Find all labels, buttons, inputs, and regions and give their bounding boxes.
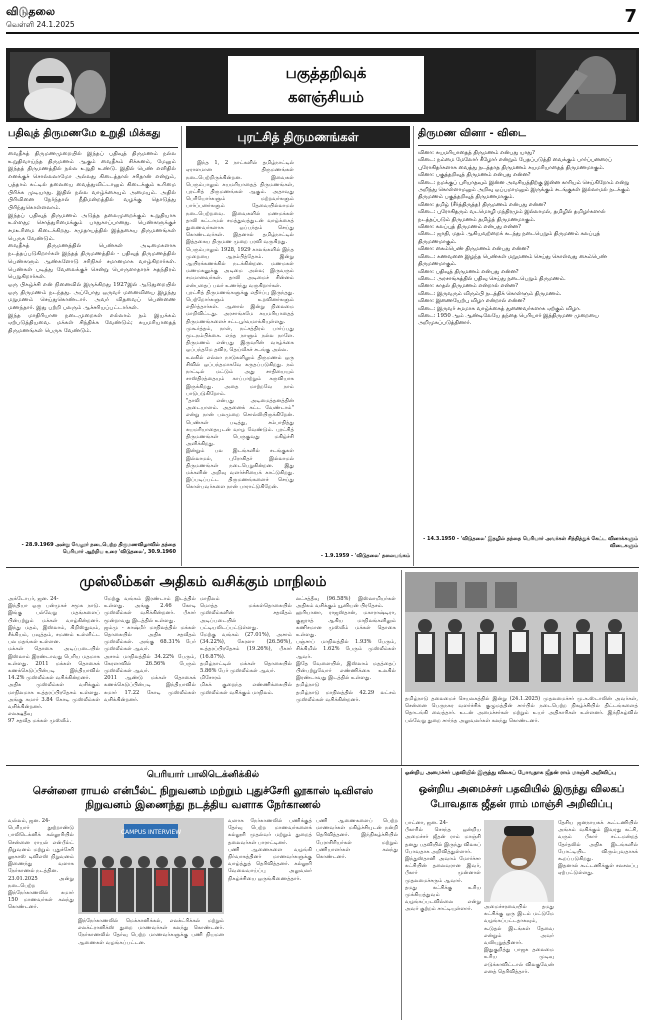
section-rule: [6, 567, 639, 568]
section-banner: [6, 48, 639, 122]
photo-news-caption: தமிழ்நாடு தலைமைச் செயலகத்தில் இன்று (24.1.2025) முதலமைச்சர் மு.க.ஸ்டாலின் அவர்கள், சென்னை பெருநகர வளர்ச்சிக் குழுமத்தின் சார்பில் நடைபெற்ற நிகழ்ச்சியில் திட்டங்களைத் தொடங்கி வைத்தார். உடன் அமைச்சர்கள் மற்றும் உயர் அதிகாரிகள் உள்ளனர். இந்நிகழ்வில் பல்வேறு துறை சார்ந்த அலுவலர்கள் கலந்து கொண்டனர்.: [405, 696, 640, 724]
minister-headline: ஒன்றிய அமைச்சர் பதவியில் இருந்து விலகப் போவதாக ஜீதன் ராம் மாஞ்சி அறிவிப்பு: [418, 784, 625, 810]
column-divider-2: [413, 126, 414, 566]
qa-item: விடை: 1950 ஆம் ஆண்டிலேயே தந்தை பெரியார் இத்திருமண முறையை அறிமுகப்படுத்தினார்.: [418, 312, 599, 327]
page-number: 7: [624, 6, 637, 27]
middle-col2-frame: [297, 153, 410, 549]
government-event-photo: [405, 572, 638, 692]
minister-col1: பாட்னா, ஜன. 24- பீகாரில் சொந்த ஒன்றிய அமைச்சர் ஜீதன் ராம் மாஞ்சி தனது பதவியில் இருந்து விலகப் போவதாக அறிவித்துள்ளார். இந்துஸ்தானி அவாம் மோர்ச்சா கட்சியின் தலைவரான இவர், பீகார் முன்னாள் முதலமைச்சரும் ஆவார். தமது கட்சிக்கு உரிய முக்கியத்துவம் வழங்கப்படவில்லை என்று அவர் குற்றம் சாட்டியுள்ளார்.: [405, 820, 481, 913]
left-article-headline: பதிவுத் திருமணமே உறுதி மிக்கது: [8, 128, 178, 148]
column-divider-3: [401, 570, 402, 766]
muslim-article-col3: மாநிலம் மொத்த மக்கள்தொகையில் முஸ்லீம்களின் சதவீதம் அடிப்படையில் பட்டியலிடப்பட்டுள்ளது. மேற்கு வங்கம் (27.01%), அசாம் (34.22%), கேரளா (26.56%), உத்தரப்பிரதேசம் (19.26%), பீகார் (16.87%). தமிழ்நாட்டில் மக்கள் தொகையில் 5.86% பேர் முஸ்லீம்கள் ஆவர். மிசோரம் மிகக் குறைந்த எண்ணிக்கையில் முஸ்லீம்கள் வசிக்கும் மாநிலம்.: [200, 596, 292, 696]
qa-item: வினா: கலப்புத் திருமணம் என்பது என்ன?: [418, 224, 521, 231]
column-divider-4: [401, 768, 402, 1020]
poly-col4: பணி ஆணைகளைப் பெற்ற மாணவர்கள் மகிழ்ச்சியுடன் நன்றி தெரிவித்தனர். இந்நிகழ்ச்சியில் பேராசிரியர்கள் மற்றும் பணியாளர்கள் கலந்து கொண்டனர்.: [316, 818, 400, 861]
column-divider: [181, 126, 182, 566]
qa-list: [418, 150, 638, 532]
right-article-headline: திருமண வினா - விடை: [418, 128, 638, 146]
qa-item: வினா: இணையேற்பு விழா என்றால் என்ன?: [418, 298, 526, 305]
campus-interview-photo: [78, 818, 224, 914]
section-rule-2: [6, 765, 639, 766]
poly-col2: இந்நேர்காணலில் மெக்கானிக்கல், எலக்ட்ரிக்கல் மற்றும் எலக்ட்ரானிக்ஸ் துறை மாணவர்கள் கலந்து கொண்டனர். நேர்காணலில் தேர்வு பெற்ற மாணவர்களுக்கு பணி நியமன ஆணைகள் வழங்கப்பட்டன.: [78, 918, 226, 946]
poly-kicker: பெரியார் பாலிடெக்னிக்கில்: [146, 770, 260, 780]
qa-item: வினா: பகுத்தறிவுத் திருமணம் என்பது என்ன?: [418, 172, 531, 179]
periyar-portrait-icon: [10, 52, 110, 118]
qa-item: வினா: தமிழ் (சீர்த்திருத்த) திருமணம் என்பது என்ன?: [418, 201, 547, 208]
left-article-body: வைதீகத் திருமணமுறையில் இந்தப் பதிவுத் திருமணம் நல்ல உறுதிவாய்ந்த திருமணம் ஆகும் வைதீகம் சிக்கனம், மேலும் இந்தத் திருமணத்தில் நல்ல உறுதி உண்டு. இதில் பெண் எளிதில் எனக்குச் சொல்லலாமோ அல்லது கிடைத்தால் சரிதான் என்றும், பத்தாம் கட்டில் தலையை வைத்துவிட்டாலும் கிடைக்கும் உரிமை பிரிக்க முடியாது. இதில் நல்ல வாழ்க்கையும் அமையும். அதில் பிரிவினை நேர்ந்தால் நீதிமன்றத்தில் வழக்கு தொடுத்து பிரிந்துகொள்ளலாம். இந்தப் பதிவுத் திருமணம் அடுத்த தலைமுறைக்கும் உறுதியாக உள்ளது; சொத்துரிமைக்கும் பாதுகாப்பானது. பெண்களுக்குச் சமஉரிமை கிடைக்கிறது. சமுதாயத்தில் இத்தகைய திருமணங்கள் பெருக வேண்டும். வைதீகத் திருமணத்தில் பெண்கள் அடிமைகளாக நடத்தப்படுகிறார்கள் இந்தத் திருமணத்தில் - பதிவுத் திருமணத்தில் பெண்களும் ஆண்களோடு சரிநிகர் சமானமாக வாழ்கிறார்கள். பெண்கள் படித்து வேலைக்குச் சென்று பொருளாதாரச் சுதந்திரம் பெறுகிறார்கள். ஒரு பிகழ்ச்சி என் நினைவில் இருக்கிறது 1927இல் ஆடுதுறையில் ஒரு திருமணம் நடந்தது. அப்போது ஒருவர் மனைவியை இழந்து மறுமணம் செய்துகொண்டார். அவர் விதவைப் பெண்ணை மணந்தார். இது பற்றி பலரும் ஆச்சரியப்பட்டார்கள். இந்த மாதிரியான நடைமுறைகள் எல்லாம் நம் இயக்கம் ஏற்படுத்தியவை. மக்கள் சிந்திக்க வேண்டும்; சுயமரியாதைத் திருமணங்கள் பெருக வேண்டும்.: [8, 151, 176, 335]
middle-article-body: இந்த 1, 2 நாட்களில் தமிழ்நாட்டில் ஏராளமான திருமணங்கள் நடைபெற்றிருக்கின்றன. இவைகள் பெரும்பாலும் சுயமரியாதைத் திருமணங்கள், புரட்சித் திருமணங்கள் ஆகும். அதாவது பெரியோர்களும் மற்றவர்களும் பார்ப்பனர்களும் தேவையில்லாமல் நடைபெற்றவை. இவைகளில் மணமக்கள் தாலி கட்டாமல் சமத்துவத்துடன் வாழ்க்கைத் துணைவர்களாக ஒப்பந்தம் செய்து கொண்டவர்கள். இதனால் தமிழ்நாட்டில் இத்தகைய திருமண முறை பரவி வருகிறது. பெரும்பாலும் 1928, 1929 காலங்களில் இந்த முறையை ஆரம்பித்தோம். இன்று ஆயிரக்கணக்கில் நடக்கின்றன. மணமகள் மணமகனுக்கு அடிமை அல்ல; இருவரும் சமமானவர்கள். தாலி அடிமைச் சின்னம் என்பதைப் பலர் உணர்ந்து வருகிறார்கள். புரட்சித் திருமணங்களுக்கு எதிர்ப்பு இருந்தது. பெற்றோர்களும் உறவினர்களும் எதிர்த்தார்கள். ஆனால் இன்று நிலைமை மாறிவிட்டது. அரசாங்கமே சுயமரியாதைத் திருமணங்களைச் சட்டபூர்வமாக்கியுள்ளது. முகூர்த்தம், நாள், நட்சத்திரம் பார்ப்பது மூடநம்பிக்கை. எந்த நாளும் நல்ல நாளே. திருமணம் என்பது இருவரின் வாழ்க்கை ஒப்பந்தமே தவிர, தெய்வீகச் சடங்கு அல்ல. உலகில் எல்லா நாடுகளிலும் திருமணம் ஒரு சிவில் ஒப்பந்தமாகவே கருதப்படுகிறது. நம் நாட்டில் மட்டும் அது சாதியையும் சாஸ்திரத்தையும் காப்பாற்றும் கருவியாக இருக்கிறது. அதை மாற்றவே நாம் பாடுபடுகிறோம். "தாலி என்பது அடிமைத்தனத்தின் அடையாளம். அதனைக் கட்ட வேண்டாம்" என்று நான் பலமுறை சொல்லியிருக்கிறேன். பெண்கள் படித்து, சம்பாதித்து சுயமரியாதையுடன் வாழ வேண்டும். புரட்சித் திருமணங்கள் பெருகுவது மகிழ்ச்சி அளிக்கிறது. இன்றும் பல இடங்களில் சடங்குகள் இல்லாமல், புரோகிதர் இல்லாமல் திருமணங்கள் நடைபெறுகின்றன. இது மக்களின் அறிவு வளர்ச்சியைக் காட்டுகிறது. இப்படிப்பட்ட திருமணங்களைச் செய்து கொள்பவர்களை நான் பாராட்டுகிறேன்.: [186, 160, 294, 491]
qa-item: விடை: அரசாங்கத்தில் பதிவு செய்து நடைபெறும் திருமணம்.: [418, 275, 566, 282]
minister-col2: அமைச்சரவையில் தமது கட்சிக்கு ஒரு இடம் மட்டுமே வழங்கப்பட்டதாகவும், கூடுதல் இடங்கள் தேவை என்றும் அவர் வலியுறுத்தினார். இதுகுறித்து பாஜக தலைமை உரிய முடிவு எடுக்காவிட்டால் விலகுவேன் எனத் தெரிவித்தார்.: [484, 904, 554, 975]
qa-item: வினா: சுயமரியாதைத் திருமணம் என்பது யாது?: [418, 150, 535, 156]
qa-item: விடை: இருவர் சமமாக வாழ்க்கைத் துணைவர்களாக ஏற்கும் விழா.: [418, 305, 581, 312]
qa-item: விடை: புரோகிதரும் வடமொழி மந்திரமும் இல்லாமல், தமிழில் தமிழர்களால் நடத்தப்படும் திருமணம் தமிழ்த் திருமணமாகும்.: [418, 209, 606, 223]
poly-col3: வளாக நேர்காணலில் பணிக்குத் தேர்வு பெற்ற மாணவர்களைக் கல்லூரி முதல்வர் மற்றும் துறைத் தலைவர்கள் பாராட்டினர். பணி ஆணைகளை வழங்கி நிர்வாகத்தினர் மாணவர்களுக்கு வாழ்த்துத் தெரிவித்தனர். கல்லூரி வேலைவாய்ப்பு அலுவலர் நிகழ்ச்சியை ஒருங்கிணைத்தார்.: [228, 818, 312, 882]
qa-item: விடை: இருவரும் விரும்பி நடத்திக் கொள்ளும் திருமணம்.: [418, 290, 562, 297]
poly-headline: சென்னை ராயல் என்பீல்ட் நிறுவனம் மற்றும் புதுச்சேரி லூகாஸ் டிவிஎஸ் நிறுவனம் இணைந்து நடத்திய வளாக நேர்காணல்: [32, 785, 374, 811]
qa-item: வினா: கைம்பெண் திருமணம் என்பது என்ன?: [418, 246, 530, 253]
minister-portrait: [484, 820, 554, 902]
middle-article-headline: புரட்சித் திருமணங்கள்: [186, 126, 410, 148]
muslim-article-col1: அக்டோபர், ஜன. 24- இந்தியா ஒரு பன்முகச் சமூக நாடு. இங்கு பல்வேறு மதங்களைப் பின்பற்றும் மக்கள் வாழ்கின்றனர். இந்து மதம், இஸ்லாம், கிறிஸ்துவம், சீக்கியம், பவுத்தம், சமணம் உள்ளிட்ட பல மதங்கள் உள்ளன. மக்கள் தொகை அடிப்படையில் இஸ்லாம் இரண்டாவது பெரிய மதமாக உள்ளது. 2011 மக்கள் தொகைக் கணக்கெடுப்பின்படி இந்தியாவில் 14.2% முஸ்லீம்கள் வசிக்கின்றனர். அதிக முஸ்லீம்கள் வசிக்கும் மாநிலமாக உத்தரப்பிரதேசம் உள்ளது. அங்கு சுமார் 3.84 கோடி முஸ்லீம்கள் வசிக்கின்றனர். எலக்ஷதீவு 97 சதவீத மக்கள் முஸ்லீம்.: [8, 596, 100, 725]
muslim-article-headline: முஸ்லீம்கள் அதிகம் வசிக்கும் மாநிலம்: [79, 574, 327, 590]
qa-item: விடை: நம்மை மேலோர் கீழோர் என்றும் பேதப்படுத்தி வைக்கும் பார்ப்பனரைப் புரோகிதர்களாக வைத்து நடத்தாத திருமணம் சுயமரியாதைத் திருமணமாகும்.: [418, 157, 612, 171]
qa-item: விடை: நமக்குப் புரியாதவும் இன்ன அவசியத்திற்கு இன்ன காரியம் செய்கிறோம் என்று அறிந்து கொள்ளாமலும் அறிவு ஒப்பமாமலும் இருக்கும் சடங்குகள் இல்லாமல் நடக்கும் திருமணம் பகுத்தறிவுத் திருமணமாகும்.: [418, 179, 630, 201]
right-article-source: - 14.3.1950 - 'விடுதலை' இதழில் தந்தை பெரியார் அவர்கள் சிந்தித்துக் கேட்ட வினாக்களும் விடைகளும்: [423, 536, 638, 549]
qa-item: விடை: ஜாதி, மதம் ஆகியவற்றைக் கடந்து நடைபெறும் திருமணம் கலப்புத் திருமணமாகும்.: [418, 231, 601, 245]
middle-article-col1: [186, 153, 294, 549]
minister-kicker: ஒன்றிய அமைச்சர் பதவியில் இருந்து விலகப் போவதாக ஜீதன் ராம் மாஞ்சி அறிவிப்பு: [405, 770, 616, 776]
left-article-source: - 28.9.1969 அன்று வேலூர் நடைபெற்ற திருமணவிழாவில் தந்தை பெரியார் ஆற்றிய உரை 'விடுதலை', 30.9.1960: [21, 542, 176, 555]
qa-item: விடை: கணவனை இழந்த பெண்கள் மறுமணம் செய்து கொள்வது கைம்பெண் திருமணமாகும்.: [418, 253, 608, 268]
muslim-article-col4: லட்சத்தீவு (96.58%) இஸ்லாமியர்கள் அதிகம் வசிக்கும் யூனியன் பிரதேசம். ஹரியானா, ராஜஸ்தான், மகாராஷ்டிரா, குஜராத் ஆகிய மாநிலங்களிலும் கணிசமான முஸ்லீம் மக்கள் தொகை உள்ளது. பஞ்சாப் மாநிலத்தில் 1.93% பேரும், சிக்கிமில் 1.62% பேரும் முஸ்லீம்கள் ஆவர். இதே வேளையில், இஸ்லாம் மதத்தைப் பின்பற்றுவோர் எண்ணிக்கை உலகில் இரண்டாவது இடத்தில் உள்ளது. தமிழ்நாடு தமிழ்நாடு மாநிலத்தில் 42.29 லட்சம் முஸ்லீம்கள் வசிக்கின்றனர்.: [296, 596, 396, 703]
banner-title-box: [228, 56, 424, 114]
middle-article-source: - 1.9.1959 - 'விடுதலை' தலையங்கம்: [320, 553, 410, 559]
banner-title-line1: பகுத்தறிவுக்: [285, 64, 367, 82]
statue-icon: [536, 50, 636, 120]
campus-interview-banner-text: CAMPUS INTERVIEW: [120, 829, 182, 836]
qa-item: வினா: காதல் திருமணம் என்றால் என்ன?: [418, 283, 518, 290]
issue-date: வெள்ளி 24.1.2025: [6, 20, 75, 29]
poly-col1: வல்லம், ஜன. 24- பெரியார் நூற்றாண்டு பாலிடெக்னிக் கல்லூரியில் சென்னை ராயல் என்பீல்ட் நிறுவனம் மற்றும் புதுச்சேரி லூகாஸ் டிவிஎஸ் நிறுவனம் இணைந்து வளாக நேர்காணல் நடத்தின. 23.01.2025 அன்று நடைபெற்ற இந்நேர்காணலில் சுமார் 150 மாணவர்கள் கலந்து கொண்டனர்.: [8, 818, 74, 911]
masthead-rule: [6, 32, 639, 34]
muslim-article-col2: மேற்கு வங்கம் இரண்டாம் இடத்தில் உள்ளது. அங்கு 2.46 கோடி முஸ்லீம்கள் வசிக்கின்றனர். பீகார் மூன்றாவது இடத்தில் உள்ளது. ஜம்மு - காஷ்மீர் மாநிலத்தில் மக்கள் தொகையில் அதிக சதவீதம் முஸ்லீம்கள். அங்கு 68.31% பேர் முஸ்லீம்கள் ஆவர். அசாம் மாநிலத்தில் 34.22% பேரும், கேரளாவில் 26.56% பேரும் முஸ்லீம்கள் ஆவர். 2011 ஆண்டு மக்கள் தொகைக் கணக்கெடுப்பின்படி இந்தியாவில் சுமார் 17.22 கோடி முஸ்லீம்கள் வசிக்கின்றனர்.: [104, 596, 196, 703]
banner-title-line2: களஞ்சியம்: [288, 88, 364, 106]
minister-col3: தேசிய ஜனநாயகக் கூட்டணியில் அங்கம் வகிக்கும் இவரது கட்சி, வரும் பீகார் சட்டமன்றத் தேர்தலில் அதிக இடங்களில் போட்டியிட விரும்புவதாகக் கூறப்படுகிறது. இதனால் கூட்டணிக்குள் சலசலப்பு ஏற்பட்டுள்ளது.: [558, 820, 638, 877]
newspaper-name: விடுதலை: [6, 5, 56, 18]
qa-item: வினா: பதிவுத் திருமணம் என்பது என்ன?: [418, 268, 519, 275]
